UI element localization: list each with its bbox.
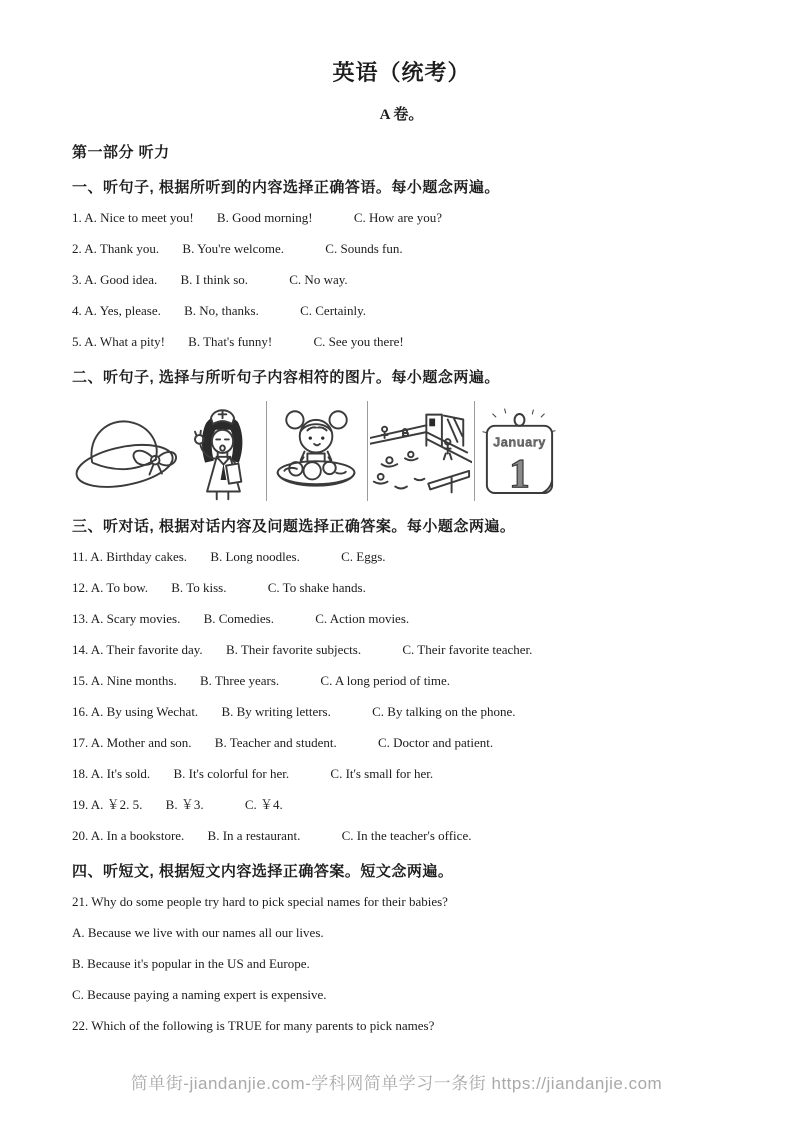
option-b: B. Comedies. bbox=[203, 611, 274, 626]
question-row bbox=[72, 767, 731, 781]
question-line: B. Because it's popular in the US and Europe. bbox=[72, 956, 310, 971]
calendar-month-label: January bbox=[493, 434, 546, 450]
option-a: 18. A. It's sold. bbox=[72, 766, 151, 781]
option-b: B. You're welcome. bbox=[182, 241, 285, 256]
option-a: 15. A. Nine months. bbox=[72, 673, 177, 688]
section1-heading: 一、听句子, 根据所听到的内容选择正确答语。每小题念两遍。 bbox=[72, 179, 500, 196]
option-b: B. That's funny! bbox=[188, 334, 273, 349]
option-a: 4. A. Yes, please. bbox=[72, 303, 161, 318]
option-b: B. By writing letters. bbox=[221, 704, 331, 719]
option-a: 3. A. Good idea. bbox=[72, 272, 158, 287]
option-b: B. I think so. bbox=[180, 272, 249, 287]
hat-with-bow-image bbox=[72, 405, 182, 501]
option-b: B. To kiss. bbox=[171, 580, 227, 595]
option-c: C. Eggs. bbox=[341, 549, 386, 564]
option-a: 14. A. Their favorite day. bbox=[72, 642, 203, 657]
option-b: B. Their favorite subjects. bbox=[225, 642, 362, 657]
question-line: A. Because we live with our names all our lives. bbox=[72, 925, 324, 940]
option-c: C. A long period of time. bbox=[320, 673, 451, 688]
question-line: 21. Why do some people try hard to pick special names for their babies? bbox=[72, 894, 448, 909]
question-row bbox=[72, 736, 731, 750]
option-a: 19. A. ￥2. 5. bbox=[72, 797, 143, 812]
option-b: B. Long noodles. bbox=[210, 549, 300, 564]
nurse-image bbox=[182, 401, 264, 501]
question-row bbox=[72, 798, 731, 812]
option-b: B. ￥3. bbox=[165, 797, 204, 812]
question-row bbox=[72, 612, 731, 626]
question-row bbox=[72, 643, 731, 657]
question-row bbox=[72, 550, 731, 564]
option-c: C. How are you? bbox=[353, 210, 442, 225]
question-row bbox=[72, 674, 731, 688]
option-b: B. Teacher and student. bbox=[214, 735, 337, 750]
option-a: 12. A. To bow. bbox=[72, 580, 149, 595]
section2-heading: 二、听句子, 选择与所听句子内容相符的图片。每小题念两遍。 bbox=[72, 369, 500, 386]
option-a: 11. A. Birthday cakes. bbox=[72, 549, 188, 564]
option-c: C. Doctor and patient. bbox=[377, 735, 494, 750]
option-c: C. To shake hands. bbox=[267, 580, 366, 595]
picture-divider bbox=[474, 401, 475, 501]
question-line: C. Because paying a naming expert is expensive. bbox=[72, 987, 327, 1002]
picture-divider bbox=[266, 401, 267, 501]
section4-heading: 四、听短文, 根据短文内容选择正确答案。短文念两遍。 bbox=[72, 863, 454, 880]
section1-questions bbox=[72, 211, 731, 349]
option-c: C. Certainly. bbox=[300, 303, 367, 318]
calendar-day-number: 1 bbox=[509, 450, 530, 497]
option-c: C. Action movies. bbox=[315, 611, 410, 626]
option-b: B. No, thanks. bbox=[184, 303, 259, 318]
question-row bbox=[72, 273, 731, 287]
option-a: 16. A. By using Wechat. bbox=[72, 704, 199, 719]
option-b: B. Good morning! bbox=[216, 210, 313, 225]
option-a: 17. A. Mother and son. bbox=[72, 735, 192, 750]
listening-picture-strip bbox=[72, 401, 731, 501]
question-row bbox=[72, 705, 731, 719]
option-a: 2. A. Thank you. bbox=[72, 241, 160, 256]
watermark-footer: 简单街-jiandanjie.com-学科网简单学习一条街 https://jiandanjie.com bbox=[130, 1074, 663, 1093]
question-line: 22. Which of the following is TRUE for many parents to pick names? bbox=[72, 1018, 435, 1033]
option-c: C. Sounds fun. bbox=[325, 241, 403, 256]
option-c: C. In the teacher's office. bbox=[341, 828, 472, 843]
option-a: 5. A. What a pity! bbox=[72, 334, 165, 349]
paper-subtitle: A 卷。 bbox=[379, 107, 424, 123]
option-c: C. By talking on the phone. bbox=[372, 704, 516, 719]
girl-washing-dishes-image bbox=[269, 405, 365, 501]
option-c: C. No way. bbox=[289, 272, 348, 287]
option-c: C. See you there! bbox=[313, 334, 404, 349]
option-c: C. It's small for her. bbox=[330, 766, 434, 781]
new-year-calendar-image bbox=[477, 405, 561, 501]
option-b: B. It's colorful for her. bbox=[173, 766, 290, 781]
option-b: B. In a restaurant. bbox=[207, 828, 301, 843]
question-row bbox=[72, 829, 731, 843]
question-row bbox=[72, 211, 731, 225]
question-row bbox=[72, 304, 731, 318]
question-row bbox=[72, 581, 731, 595]
question-row bbox=[72, 242, 731, 256]
option-c: C. Their favorite teacher. bbox=[402, 642, 533, 657]
question-row bbox=[72, 335, 731, 349]
option-a: 13. A. Scary movies. bbox=[72, 611, 181, 626]
option-b: B. Three years. bbox=[199, 673, 280, 688]
section3-heading: 三、听对话, 根据对话内容及问题选择正确答案。每小题念两遍。 bbox=[72, 518, 516, 535]
option-a: 20. A. In a bookstore. bbox=[72, 828, 185, 843]
swimming-pool-image bbox=[370, 405, 472, 501]
page-title: 英语（统考） bbox=[332, 60, 471, 85]
part1-heading: 第一部分 听力 bbox=[72, 144, 170, 161]
section4-lines bbox=[72, 895, 731, 1033]
option-a: 1. A. Nice to meet you! bbox=[72, 210, 194, 225]
option-c: C. ￥4. bbox=[244, 797, 283, 812]
picture-divider bbox=[367, 401, 368, 501]
section3-questions bbox=[72, 550, 731, 843]
